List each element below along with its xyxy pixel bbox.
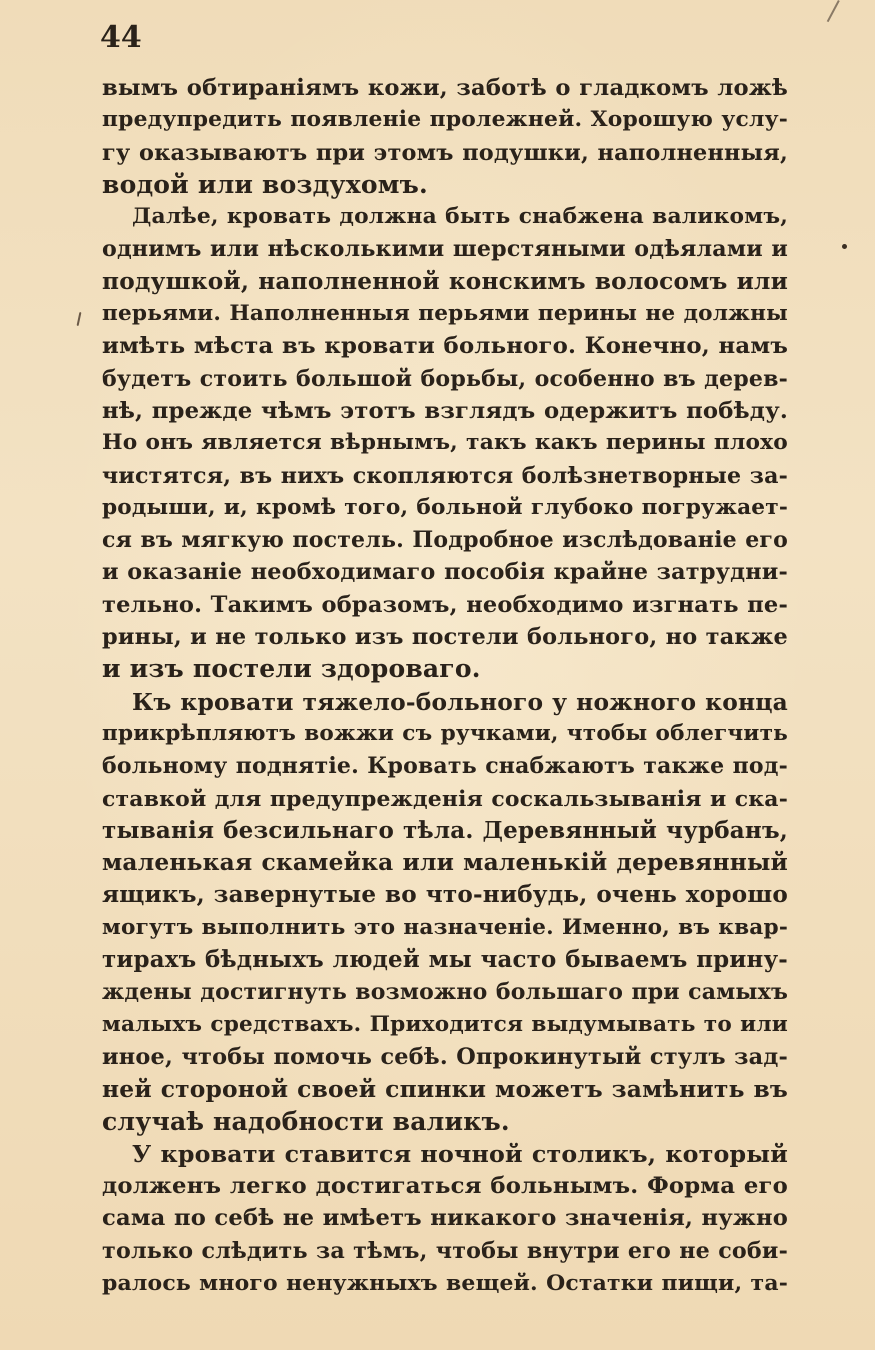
text-line: маленькая скамейка или маленькій деревянный	[102, 849, 788, 877]
text-line: родыши, и, кромѣ того, больной глубоко погружает-	[102, 494, 788, 520]
corner-pencil-mark	[827, 0, 840, 22]
text-line: предупредить появленіе пролежней. Хорошую услу-	[102, 107, 788, 133]
text-line: долженъ легко достигаться больнымъ. Форма его	[102, 1173, 788, 1200]
text-line: чистятся, въ нихъ скопляются болѣзнетворные за-	[102, 462, 788, 489]
text-line: рины, и не только изъ постели больного, но также	[102, 624, 788, 651]
paragraph-first-line: Далѣе, кровать должна быть снабжена валикомъ,	[132, 204, 788, 230]
text-line: перьями. Наполненныя перьями перины не должны	[102, 301, 788, 327]
text-line: ралось много ненужныхъ вещей. Остатки пищи, та-	[102, 1269, 788, 1296]
text-line: больному поднятіе. Кровать снабжаютъ также под-	[102, 753, 788, 780]
text-line: тирахъ бѣдныхъ людей мы часто бываемъ прину-	[102, 947, 788, 974]
text-line: ся въ мягкую постель. Подробное изслѣдованіе его	[102, 527, 788, 554]
paragraph-first-line: Къ кровати тяжело-больного у ножного конца	[132, 687, 788, 716]
text-line: нѣ, прежде чѣмъ этотъ взглядъ одержитъ побѣду.	[102, 397, 788, 424]
text-line: сама по себѣ не имѣетъ никакого значенія, нужно	[102, 1205, 788, 1232]
ink-speck	[77, 312, 82, 326]
text-line: гу оказываютъ при этомъ подушки, наполненныя,	[102, 139, 788, 166]
text-line: малыхъ средствахъ. Приходится выдумывать то или	[102, 1011, 788, 1037]
text-line: водой или воздухомъ.	[102, 169, 428, 199]
text-line: иное, чтобы помочь себѣ. Опрокинутый стулъ зад-	[102, 1043, 788, 1070]
text-line: могутъ выполнить это назначеніе. Именно, въ квар-	[102, 914, 788, 940]
text-line: имѣть мѣста въ кровати больного. Конечно, намъ	[102, 333, 788, 360]
text-line: случаѣ надобности валикъ.	[102, 1106, 510, 1136]
text-line: ящикъ, завернутые во что-нибудь, очень хорошо	[102, 881, 788, 909]
text-line: ждены достигнуть возможно большаго при самыхъ	[102, 979, 788, 1006]
text-line: ставкой для предупрежденія соскальзыванія и ска-	[102, 785, 788, 812]
text-line: прикрѣпляютъ вожжи съ ручками, чтобы облегчить	[102, 720, 788, 746]
text-line: Но онъ является вѣрнымъ, такъ какъ перины плохо	[102, 430, 788, 456]
text-line: и изъ постели здороваго.	[102, 654, 481, 684]
text-line: будетъ стоить большой борьбы, особенно въ дерев-	[102, 365, 788, 392]
text-line: подушкой, наполненной конскимъ волосомъ или	[102, 267, 788, 295]
text-line: тыванія безсильнаго тѣла. Деревянный чурбанъ,	[102, 816, 788, 844]
text-line: и оказаніе необходимаго пособія крайне затрудни-	[102, 559, 788, 586]
ink-speck	[842, 244, 847, 249]
page-number: 44	[100, 20, 142, 55]
text-line: вымъ обтираніямъ кожи, заботѣ о гладкомъ ложѣ	[102, 75, 788, 101]
body-text	[102, 72, 788, 1299]
text-line: тельно. Такимъ образомъ, необходимо изгнать пе-	[102, 591, 788, 618]
text-line: однимъ или нѣсколькими шерстяными одѣялами и	[102, 236, 788, 263]
text-line: только слѣдить за тѣмъ, чтобы внутри его не соби-	[102, 1237, 788, 1264]
paragraph-first-line: У кровати ставится ночной столикъ, который	[132, 1139, 788, 1168]
text-line: ней стороной своей спинки можетъ замѣнить въ	[102, 1075, 788, 1104]
